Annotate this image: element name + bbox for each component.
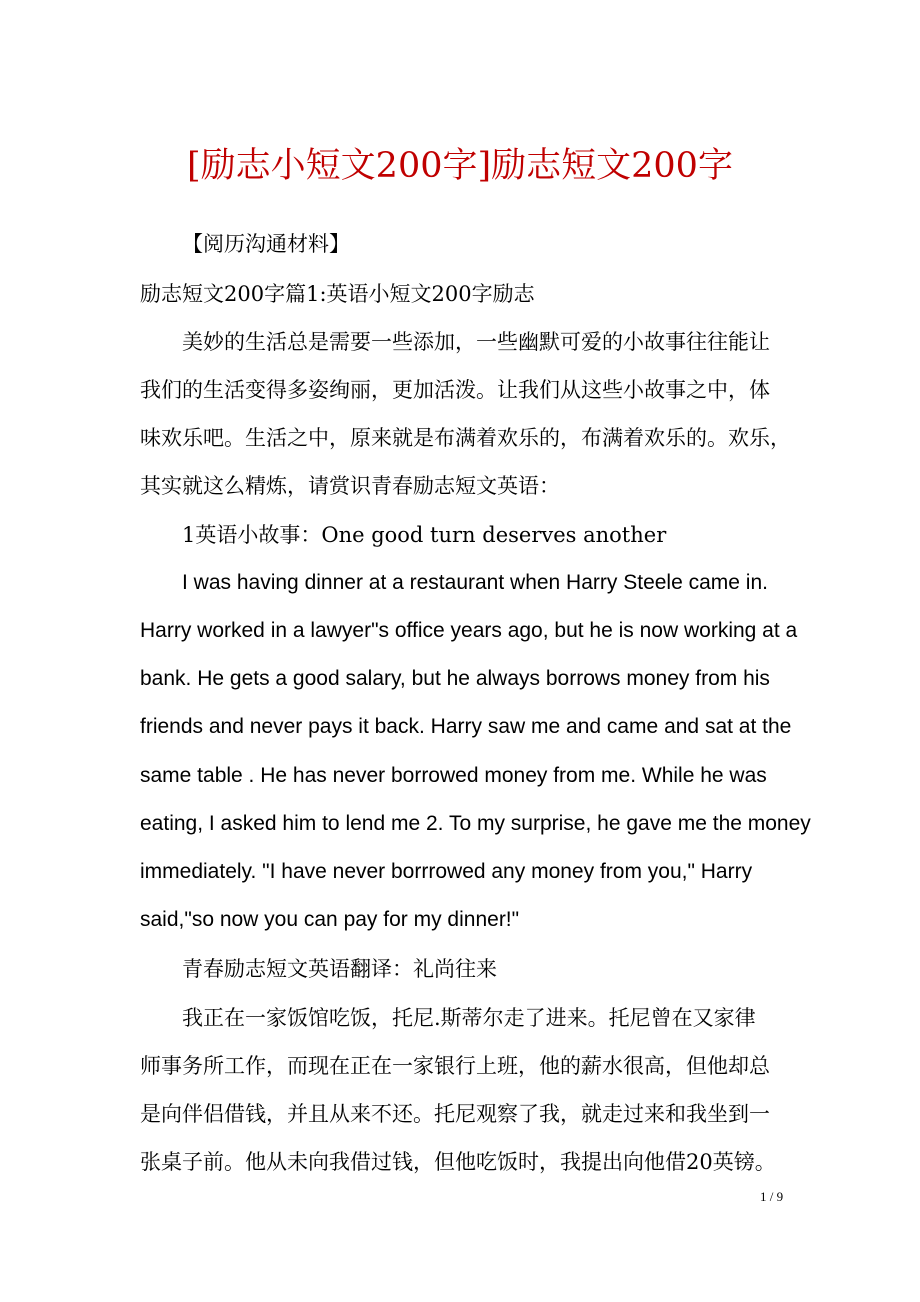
paragraph-line: eating, I asked him to lend me 2. To my surprise, he gave me the money [140,812,811,835]
section-heading: 励志短文200字篇1:英语小短文200字励志 [140,282,535,306]
paragraph-line: 是向伴侣借钱，并且从来不还。托尼观察了我，就走过来和我坐到一 [140,1102,770,1126]
page-title: [励志小短文200字]励志短文200字 [187,146,733,186]
paragraph-line: 张桌子前。他从未向我借过钱，但他吃饭时，我提出向他借20英镑。 [140,1150,776,1174]
translation-heading: 青春励志短文英语翻译：礼尚往来 [182,957,497,981]
paragraph-line: 师事务所工作，而现在正在一家银行上班，他的薪水很高，但他却总 [140,1054,770,1078]
paragraph-line: 味欢乐吧。生活之中，原来就是布满着欢乐的，布满着欢乐的。欢乐， [140,426,791,450]
paragraph-line: 我正在一家饭馆吃饭，托尼.斯蒂尔走了进来。托尼曾在又家律 [182,1006,756,1030]
subheading: 【阅历沟通材料】 [182,232,350,256]
paragraph-line: said,"so now you can pay for my dinner!" [140,908,520,931]
paragraph-line: Harry worked in a lawyer"s office years ago, but he is now working at a [140,619,798,642]
paragraph-line: 其实就这么精炼，请赏识青春励志短文英语： [140,474,560,498]
paragraph-line: 我们的生活变得多姿绚丽，更加活泼。让我们从这些小故事之中，体 [140,378,770,402]
story-heading: 1英语小故事：One good turn deserves another [182,523,667,547]
paragraph-line: same table . He has never borrowed money from me. While he was [140,764,767,787]
paragraph-line: immediately. "I have never borrrowed any money from you," Harry [140,860,753,883]
paragraph-line: 美妙的生活总是需要一些添加，一些幽默可爱的小故事往往能让 [182,330,770,354]
paragraph-line: I was having dinner at a restaurant when Harry Steele came in. [182,571,768,594]
paragraph-line: bank. He gets a good salary, but he always borrows money from his [140,667,770,690]
page-number: 1 / 9 [760,1189,784,1204]
paragraph-line: friends and never pays it back. Harry saw me and came and sat at the [140,715,792,738]
